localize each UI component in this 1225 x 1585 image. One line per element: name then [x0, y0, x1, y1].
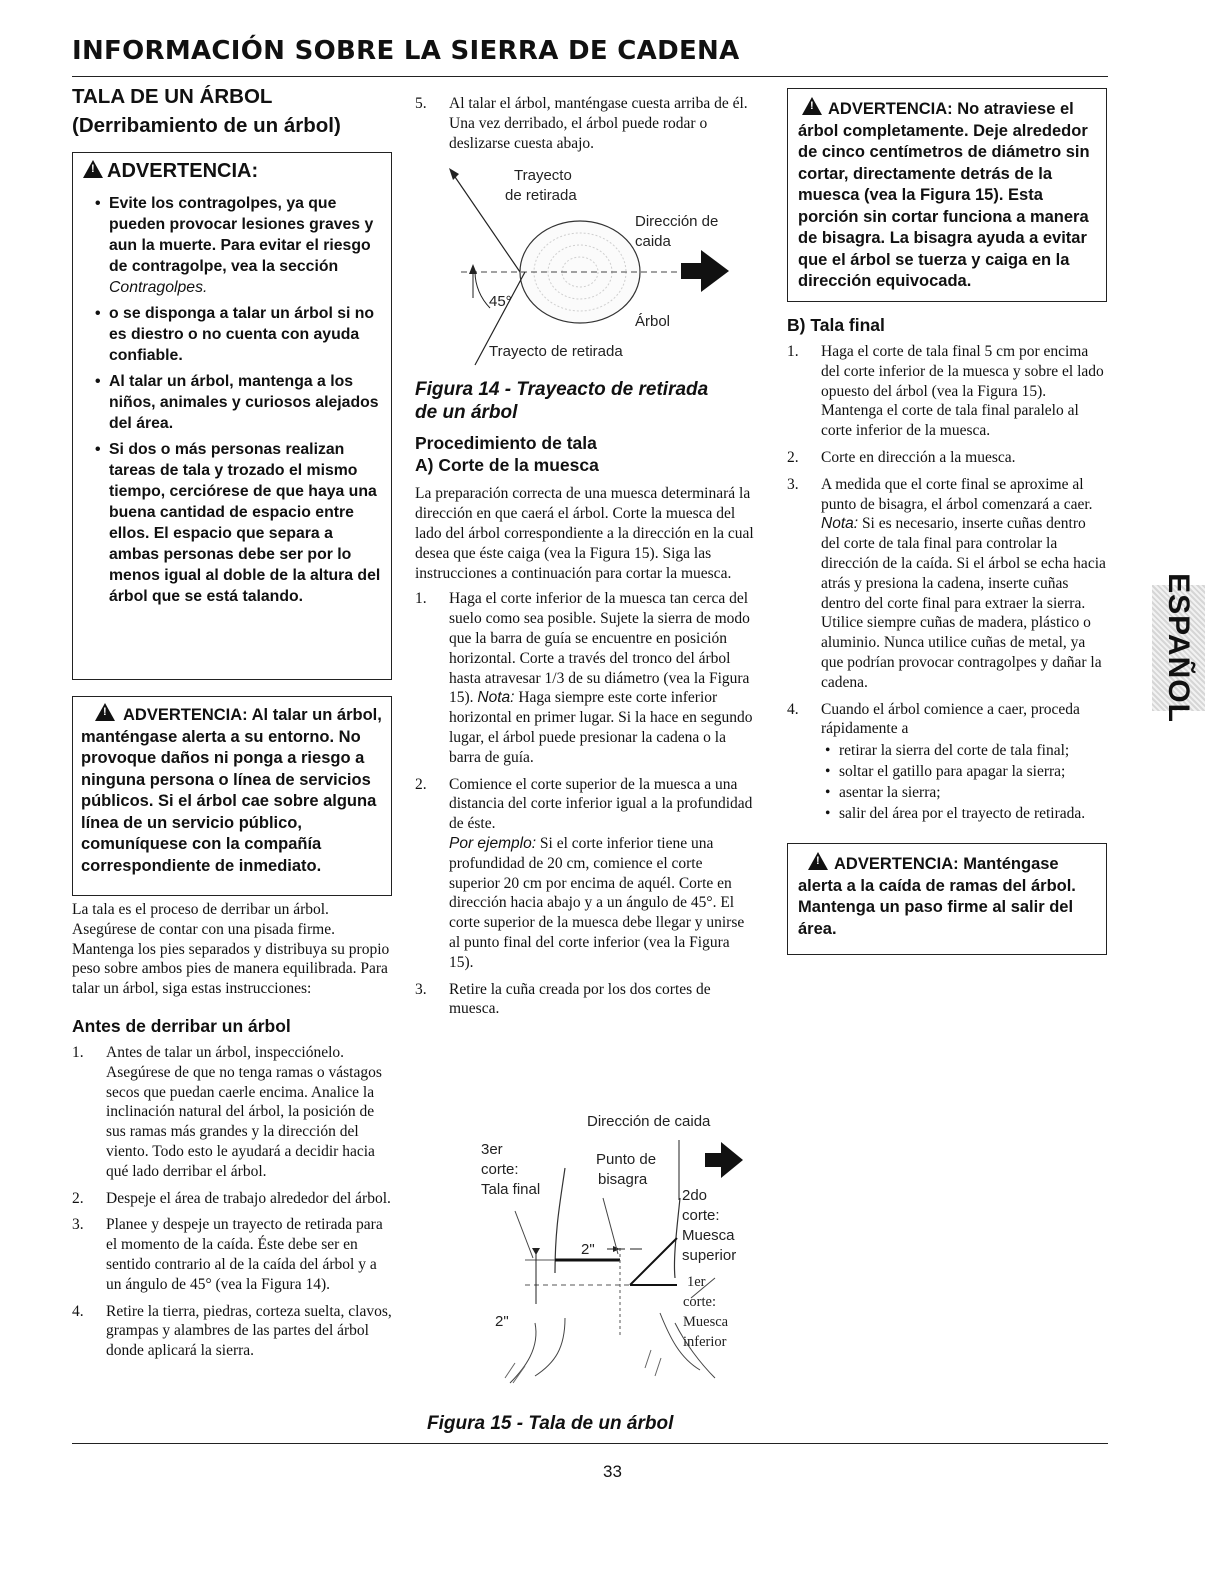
fig15-label: bisagra — [598, 1171, 648, 1188]
intro-paragraph: La tala es el proceso de derribar un árbol. Asegúrese de contar con una pisada firme. Mantenga los pies separados y distribuya su propio peso sobre ambos pies de manera equilibrada. Para talar un árbol, siga estas instrucciones: — [72, 901, 390, 998]
step-item: 2. Comience el corte superior de la muesca a una distancia del corte inferior igual a la profundidad de éste. Por ejemplo: Si el corte inferior tiene una profundidad de 20 cm, comience el corte superior 20 cm por encima de aquél. Corte en dirección hacia abajo y a un ángulo de 45°. El corte superior de la muesca debe llegar y unirse al punto final del corte inferior (vea la Figura 15). — [415, 775, 753, 971]
fig15-label: 2do — [682, 1187, 708, 1204]
step-item: 5. Al talar el árbol, manténgase cuesta arriba de él. Una vez derribado, el árbol puede rodar o deslizarse cuesta abajo. — [415, 95, 748, 152]
warning-box-hinge — [787, 88, 1107, 302]
before-felling-steps — [72, 1043, 392, 1361]
fig15-label: Muesca — [682, 1227, 735, 1244]
note-label: Nota: — [821, 515, 859, 533]
section-heading: TALA DE UN ÁRBOL — [72, 85, 273, 108]
felling-direction-arrow-icon — [705, 1142, 743, 1178]
warning-box-surroundings — [72, 696, 392, 896]
warning-triangle-icon — [808, 852, 828, 870]
fig15-label: Dirección de caida — [587, 1113, 711, 1130]
sub-bullet: • retirar la sierra del corte de tala final; — [839, 741, 1107, 761]
arrow-head-icon — [449, 168, 459, 180]
final-cut-steps — [787, 342, 1107, 823]
note-label: Por ejemplo: — [449, 834, 537, 852]
fig14-label: caida — [635, 233, 671, 251]
language-tab: ESPAÑOL — [1152, 585, 1205, 711]
fig15-label: Muesca — [683, 1314, 729, 1330]
warning-triangle-icon — [95, 703, 115, 721]
sub-bullet: • salir del área por el trayecto de retirada. — [839, 804, 1107, 824]
column-right — [787, 88, 1107, 955]
step-item: 3. A medida que el corte final se aproxime al punto de bisagra, el árbol comenzará a caer. Nota: Si es necesario, inserte cuñas dentro del corte de tala final para controlar la dirección de la caída. Si el árbol se echa hacia atrás y presiona la cadena, inserte cuñas dentro del corte final para extraer la sierra. Utilice siempre cuñas de madera, plástico o aluminio. Nunca utilice cuñas de metal, ya que podrían provocar contragolpes y dañar la cadena. — [787, 475, 1106, 691]
warning-triangle-icon — [83, 160, 103, 178]
fig15-label: Punto de — [596, 1151, 657, 1168]
section-subheading: (Derribamiento de un árbol) — [72, 114, 341, 137]
step-item: 2. Despeje el área de trabajo alrededor del árbol. — [72, 1189, 391, 1207]
step-5-list — [415, 94, 767, 153]
notch-cut-heading: A) Corte de la muesca — [415, 455, 599, 476]
page-title: INFORMACIÓN SOBRE LA SIERRA DE CADENA — [72, 36, 740, 66]
warning-triangle-icon — [802, 97, 822, 115]
sub-bullet: • soltar el gatillo para apagar la sierra; — [839, 762, 1107, 782]
fig15-label: 1er — [687, 1274, 706, 1290]
warning-text: ADVERTENCIA: No atraviese el árbol completamente. Deje alrededor de cinco centímetros de diámetro sin cortar, directamente detrás de la muesca (vea la Figura 15). Esta porción sin cortar funciona a manera de bisagra. La bisagra ayuda a evitar que el árbol se tuerza y caiga en la dirección equivocada. — [798, 100, 1090, 290]
warning-bullet-reference: Contragolpes. — [109, 279, 208, 296]
fig15-label: 3er — [481, 1141, 503, 1158]
warning-box-kickback — [72, 152, 392, 680]
final-cut-heading: B) Tala final — [787, 315, 885, 335]
warning-bullet: • Si dos o más personas realizan tareas de tala y trozado el mismo tiempo, cerciórese de que haya una buena cantidad de espacio entre ellos. El espacio que separa a ambas personas debe ser por lo menos igual al doble de la altura del árbol que se está talando. — [109, 439, 383, 607]
fig15-label: Tala final — [481, 1181, 541, 1198]
step-item: 4. Retire la tierra, piedras, corteza suelta, clavos, grampas y alambres de las partes del árbol donde aplicará la sierra. — [72, 1302, 392, 1360]
procedure-heading: Procedimiento de tala — [415, 433, 597, 454]
step-item: 1. Haga el corte inferior de la muesca tan cerca del suelo como sea posible. Sujete la sierra de modo que la barra de guía se encuentre en posición horizontal. Corte a través del tronco del árbol hasta atravesar 1/3 de su diámetro (vea la Figura 15). Nota: Haga siempre este corte inferior horizontal en primer lugar. Si la hace en segundo lugar, el árbol puede presionar la cadena o la barra de guía. — [415, 590, 753, 766]
step-item: 2. Corte en dirección a la muesca. — [787, 448, 1016, 466]
step-item: 4. Cuando el árbol comience a caer, proceda rápidamente a • retirar la sierra del corte de tala final; • soltar el gatillo para apagar la sierra; • asentar la sierra; • salir del área por el trayecto de retirada. — [787, 700, 1107, 824]
step-item: 3. Planee y despeje un trayecto de retirada para el momento de la caída. Éste debe ser en sentido contrario al de la caída del árbol y a un ángulo de 45° (vea la Figura 14). — [72, 1216, 383, 1293]
before-felling-heading: Antes de derribar un árbol — [72, 1015, 291, 1036]
step-item: 3. Retire la cuña creada por los dos cortes de muesca. — [415, 980, 711, 1018]
figure-15-felling-cuts — [415, 1108, 767, 1392]
warning-bullet: • o se disponga a talar un árbol si no es diestro o no cuenta con ayuda confiable. — [109, 303, 383, 366]
sub-bullets — [821, 741, 1107, 823]
figure-14-retreat-path — [415, 160, 767, 372]
felling-direction-arrow-icon — [681, 250, 729, 292]
figure-14-caption: Figura 14 - Trayeacto de retirada de un árbol — [415, 379, 709, 424]
fig14-label: Dirección de — [635, 213, 719, 231]
fig15-label: superior — [682, 1247, 737, 1264]
fig15-label: corte: — [481, 1161, 519, 1178]
notch-steps — [415, 589, 767, 1019]
warning-text: ADVERTENCIA: Al talar un árbol, manténgase alerta a su entorno. No provoque daños ni ponga a riesgo a ninguna persona o línea de servicios públicos. Si el árbol cae sobre alguna línea de un servicio público, comuníquese con la compañía correspondiente de inmediato. — [81, 706, 382, 875]
figure-15-caption: Figura 15 - Tala de un árbol — [427, 1413, 674, 1434]
fig15-label: inferior — [683, 1334, 727, 1350]
sub-bullet: • asentar la sierra; — [839, 783, 1107, 803]
step-item: 1. Antes de talar un árbol, inspecciónelo. Asegúrese de que no tenga ramas o vástagos secos que puedan caerle encima. Analice la inclinación natural del árbol, la posición de sus ramas más grandes y la dirección del viento. Todo esto le ayudará a decidir hacia qué lado derribar el árbol. — [72, 1043, 382, 1180]
warning-bullets — [83, 193, 383, 607]
warning-title: ADVERTENCIA: — [107, 160, 259, 182]
column-left — [72, 84, 392, 1368]
warning-box-branches — [787, 843, 1107, 955]
page-number: 33 — [603, 1462, 622, 1481]
warning-text: ADVERTENCIA: Manténgase alerta a la caída de ramas del árbol. Mantenga un paso firme al salir del área. — [798, 855, 1076, 938]
fig15-label: 2" — [581, 1241, 595, 1258]
column-middle — [415, 94, 767, 1434]
fig14-label: 45° — [489, 293, 512, 311]
fig15-label: 2" — [495, 1313, 509, 1330]
fig14-label: Árbol — [635, 313, 671, 331]
note-label: Nota: — [477, 689, 515, 707]
header-rule — [72, 76, 1108, 77]
step-item: 1. Haga el corte de tala final 5 cm por encima del corte inferior de la muesca y sobre el lado opuesto del árbol (vea la Figura 15). Mantenga el corte de tala final paralelo al corte inferior de la muesca. — [787, 343, 1104, 440]
warning-bullet: • Evite los contragolpes, ya que pueden provocar lesiones graves y aun la muerte. Para evitar el riesgo de contragolpe, vea la sección Contragolpes. — [109, 193, 383, 298]
fig15-label: corte: — [683, 1294, 717, 1310]
fig14-label: de retirada — [505, 187, 577, 205]
footer-rule — [72, 1443, 1108, 1444]
fig14-label: Trayecto — [514, 167, 572, 185]
notch-intro: La preparación correcta de una muesca determinará la dirección en que caerá el árbol. Corte la muesca del lado del árbol correspondiente a la dirección en la cual desea que éste caiga (vea la Figura 15). Siga las instrucciones a continuación para cortar la muesca. — [415, 485, 754, 582]
warning-bullet: • Al talar un árbol, mantenga a los niños, animales y curiosos alejados del área. — [109, 371, 383, 434]
fig14-label: Trayecto de retirada — [489, 343, 623, 361]
fig15-label: corte: — [682, 1207, 720, 1224]
